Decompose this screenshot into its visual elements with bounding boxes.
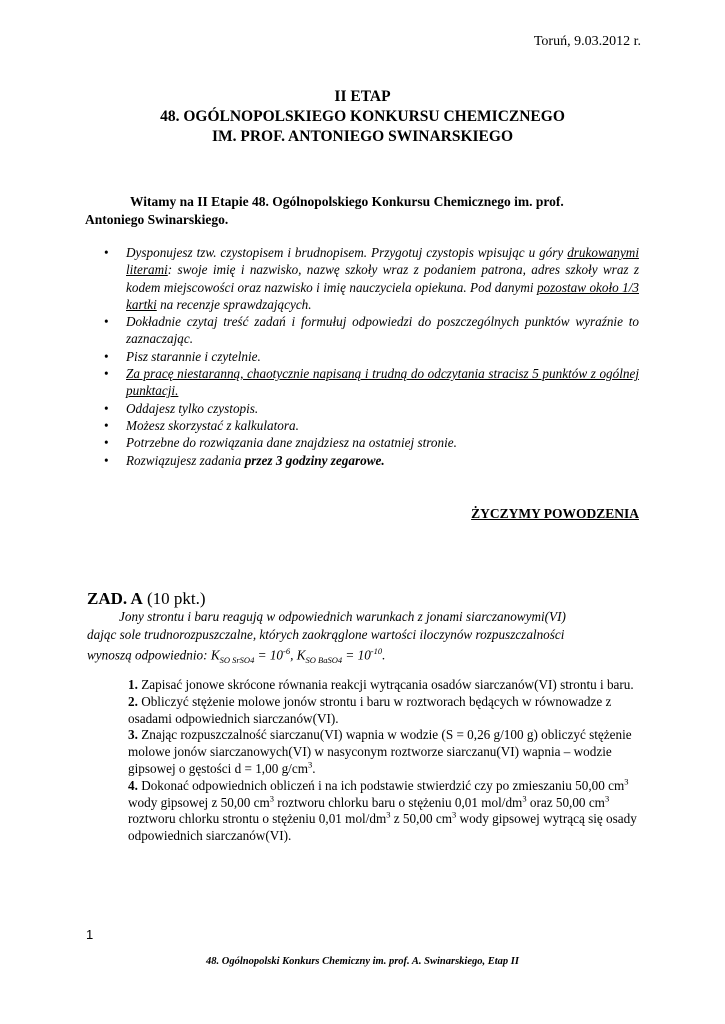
rule-item: • Dokładnie czytaj treść zadań i formułuj odpowiedzi do poszczególnych punktów wyraźnie to zaznaczając.	[104, 314, 639, 347]
rule-item: • Dysponujesz tzw. czystopisem i brudnopisem. Przygotuj czystopis wpisując u góry drukowanymi literami: swoje imię i nazwisko, nazwę szkoły wraz z podaniem patrona, adres szkoły wraz z kodem miejscowości oraz nazwisko i imię nauczyciela opiekuna. Pod danymi pozostaw około 1/3 kartki na recenzje sprawdzających.	[104, 245, 639, 312]
document-title	[0, 87, 725, 147]
page-footer: 48. Ogólnopolski Konkurs Chemiczny im. prof. A. Swinarskiego, Etap II	[206, 956, 519, 967]
bullet-icon: •	[104, 435, 109, 451]
page-number: 1	[86, 927, 94, 942]
title-line-3: IM. PROF. ANTONIEGO SWINARSKIEGO	[211, 128, 514, 145]
rule-item: • Oddajesz tylko czystopis.	[104, 400, 259, 416]
task-points: (10 pkt.)	[142, 589, 206, 608]
question-2: 2. Obliczyć stężenie molowe jonów strontu i baru w roztworach będących w równowadze z osadami odpowiednich siarczanów(VI).	[128, 693, 612, 726]
document-date: Toruń, 9.03.2012 r.	[533, 34, 641, 49]
rules-list	[104, 244, 639, 469]
question-4: 4. Dokonać odpowiednich obliczeń i na ich podstawie stwierdzić czy po zmieszaniu 50,00 $cm^3$ wody gipsowej z 50,00 $cm^3$ roztworu chlorku baru o stężeniu 0,01 mol/$dm^3$ oraz 50,00 $cm^3$ roztworu chlorku strontu o stężeniu 0,01 mol/$dm^3$ z 50,00 $cm^3$ wody gipsowej wytrącą się osady odpowiednich siarczanów(VI).	[128, 776, 637, 844]
title-line-1: II ETAP	[334, 88, 391, 105]
welcome-line-1: Witamy na II Etapie 48. Ogólnopolskiego Konkursu Chemicznego im. prof.	[130, 194, 564, 209]
bullet-icon: •	[104, 245, 109, 260]
task-intro: Jony strontu i baru reagują w odpowiednich warunkach z jonami siarczanowymi(VI) dając sole trudnorozpuszczalne, których zaokrąglone wartości iloczynów rozpuszczalności wynoszą odpowiednio: $K_{SO SrSO4} = 10^{-6}$, $K_{SO BaSO4} = 10^{-10}$.	[87, 609, 566, 666]
rule-item	[104, 365, 639, 400]
rule-item: • Możesz skorzystać z kalkulatora.	[104, 417, 299, 433]
welcome-text	[85, 193, 640, 229]
rule-item: • Potrzebne do rozwiązania dane znajdziesz na ostatniej stronie.	[104, 435, 457, 451]
rule-item: • Pisz starannie i czytelnie.	[104, 348, 261, 364]
bullet-icon: •	[104, 366, 109, 382]
title-line-2: 48. OGÓLNOPOLSKIEGO KONKURSU CHEMICZNEGO	[160, 108, 565, 125]
task-heading	[87, 589, 206, 609]
underlined-text: pozostaw około 1/3 kartki	[126, 279, 639, 312]
question-1: 1. Zapisać jonowe skrócone równania reakcji wytrącania osadów siarczanów(VI) strontu i baru.	[128, 677, 634, 692]
bullet-icon: •	[104, 452, 109, 468]
task-questions	[128, 677, 643, 845]
underlined-text: drukowanymi literami	[126, 245, 639, 278]
bullet-icon: •	[104, 348, 109, 364]
bullet-icon: •	[104, 400, 109, 416]
question-3: 3. Znając rozpuszczalność siarczanu(VI) wapnia w wodzie (S = 0,26 g/100 g) obliczyć stężenie molowe jonów siarczanowych(VI) w nasyconym roztworze siarczanu(VI) wapnia – wodzie gipsowej o gęstości d = 1,00 $g/cm^3$.	[128, 727, 632, 776]
rule-item: • Rozwiązujesz zadania przez 3 godziny zegarowe.	[104, 452, 385, 468]
bullet-icon: •	[104, 417, 109, 433]
bullet-icon: •	[104, 314, 109, 330]
underlined-text: Za pracę niestaranną, chaotycznie napisaną i trudną do odczytania stracisz 5 punktów z ogólnej punktacji.	[126, 366, 639, 399]
task-label: ZAD. A	[87, 589, 143, 608]
good-luck-text: ŻYCZYMY POWODZENIA	[471, 506, 639, 521]
welcome-line-2: Antoniego Swinarskiego.	[85, 212, 229, 227]
